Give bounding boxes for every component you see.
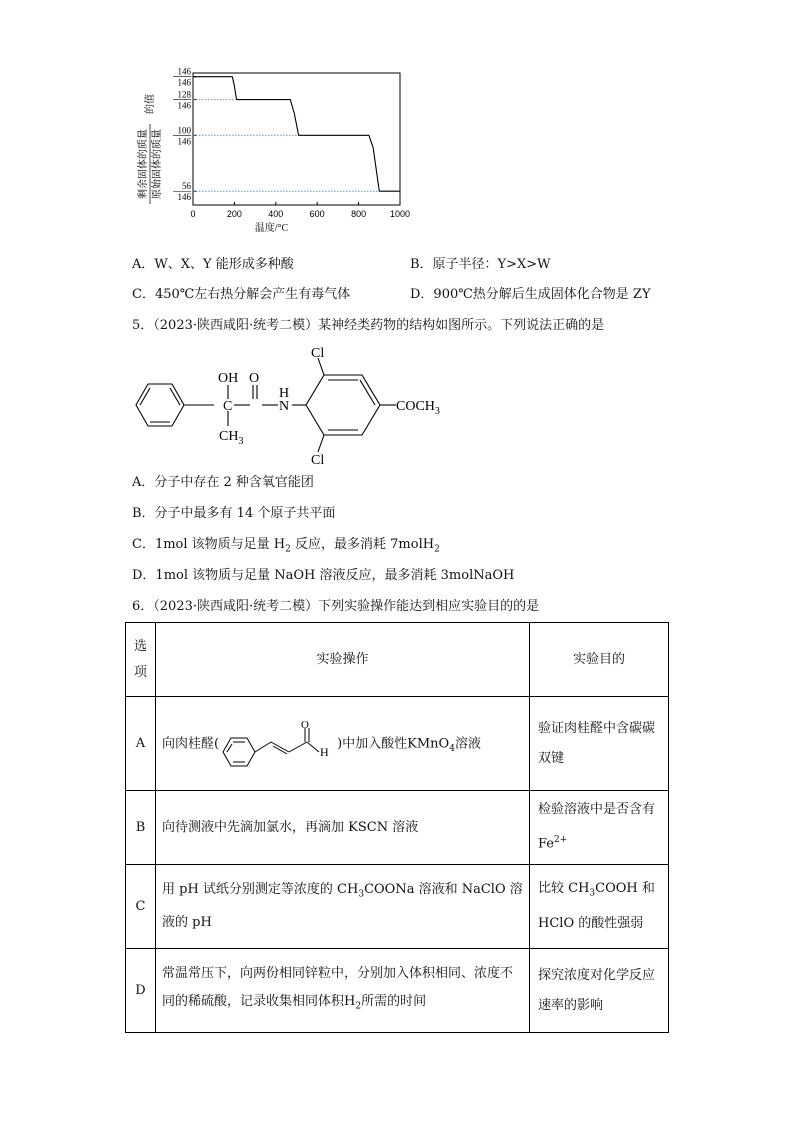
row-c-operation: 用 pH 试纸分别测定等浓度的 $CH_3COONa$ 溶液和 NaClO 溶液的 pH: [156, 865, 530, 949]
series-line: [193, 77, 400, 192]
y-tick-numerator: 128: [177, 89, 191, 100]
q6-stem: 6．（2023·陕西咸阳·统考二模）下列实验操作能达到相应实验目的的是: [132, 599, 540, 614]
y-label-denominator: 原始固体的质量: [152, 129, 163, 199]
y-label-numerator: 剩余固体的质量: [138, 129, 149, 199]
x-tick-label: 0: [190, 209, 196, 219]
mol-o: O: [249, 371, 260, 386]
cinnamaldehyde-structure: [219, 718, 337, 770]
mass-ratio-temperature-chart: [130, 66, 420, 238]
mol-acyl: $COCH_3$: [396, 399, 440, 417]
row-b-goal: 检验溶液中是否含有$Fe^{2+}$: [530, 791, 669, 865]
y-tick-numerator: 146: [177, 66, 191, 77]
y-axis-label: [136, 94, 163, 204]
row-a-option: A: [126, 697, 156, 791]
plot-frame: [193, 73, 400, 205]
mol-ch3: $CH_3$: [219, 429, 244, 447]
x-axis-label: 温度/°C: [254, 223, 289, 234]
table-row: [126, 865, 669, 949]
row-c-option: C: [126, 865, 156, 949]
x-tick-label: 200: [226, 209, 242, 219]
q4-option-d[interactable]: D．900℃热分解后生成固体化合物是 ZY: [410, 287, 651, 302]
header-goal: 实验目的: [530, 623, 669, 697]
y-tick-denominator: 146: [177, 100, 191, 111]
q4-option-c[interactable]: C．450℃左右热分解会产生有毒气体: [132, 287, 351, 302]
mol-cl-bottom: Cl: [311, 453, 325, 468]
header-operation: 实验操作: [156, 623, 530, 697]
row-b-option: B: [126, 791, 156, 865]
q4-option-a[interactable]: A．W、X、Y 能形成多种酸: [132, 257, 294, 272]
x-tick-label: 600: [309, 209, 325, 219]
row-b-operation: 向待测液中先滴加氯水，再滴加 KSCN 溶液: [156, 791, 530, 865]
y-tick-denominator: 146: [177, 192, 191, 203]
header-option: 选项: [126, 623, 156, 697]
mol-n: N: [279, 399, 290, 414]
y-tick-numerator: 100: [177, 125, 191, 136]
q5-option-d[interactable]: D．1mol 该物质与足量 NaOH 溶液反应，最多消耗 3molNaOH: [132, 568, 515, 583]
y-label-suffix: 的值: [145, 94, 156, 114]
mol-h: H: [279, 386, 290, 401]
q5-option-c[interactable]: C．1mol 该物质与足量 $H_2$ 反应，最多消耗 7molH$_2$: [132, 537, 440, 555]
row-a-operation: 向肉桂醛( O H )中加入酸性KMnO$_4$溶液: [156, 697, 530, 791]
row-c-goal: 比较 $CH_3COOH$ 和 HClO 的酸性强弱: [530, 865, 669, 949]
y-tick-denominator: 146: [177, 77, 191, 88]
q5-option-a[interactable]: A．分子中存在 2 种含氧官能团: [132, 475, 314, 490]
table-header-row: [126, 623, 669, 697]
row-d-operation: 常温常压下，向两份相同锌粒中，分别加入体积相同、浓度不同的稀硫酸，记录收集相同体积$H_2$所需的时间: [156, 949, 530, 1033]
table-row: [126, 949, 669, 1033]
row-d-goal: 探究浓度对化学反应速率的影响: [530, 949, 669, 1033]
cinnamaldehyde-o: O: [301, 718, 310, 731]
y-tick-numerator: 56: [182, 181, 191, 192]
x-tick-label: 1000: [389, 209, 411, 219]
q4-option-b[interactable]: B．原子半径：Y>X>W: [410, 257, 551, 272]
mol-cl-top: Cl: [311, 346, 325, 361]
q5-option-b[interactable]: B．分子中最多有 14 个原子共平面: [132, 506, 336, 521]
molecule-structure: [128, 340, 468, 470]
row-d-option: D: [126, 949, 156, 1033]
x-tick-label: 400: [268, 209, 284, 219]
mol-c: C: [223, 399, 233, 414]
row-a-goal: 验证肉桂醛中含碳碳双键: [530, 697, 669, 791]
cinnamaldehyde-h: H: [320, 744, 329, 759]
q5-stem: 5．（2023·陕西咸阳·统考二模）某神经类药物的结构如图所示。下列说法正确的是: [132, 318, 605, 333]
x-tick-label: 800: [351, 209, 367, 219]
y-tick-denominator: 146: [177, 136, 191, 147]
table-row: [126, 791, 669, 865]
mol-oh: OH: [218, 371, 239, 386]
experiment-table: [125, 622, 669, 1033]
table-row: [126, 697, 669, 791]
